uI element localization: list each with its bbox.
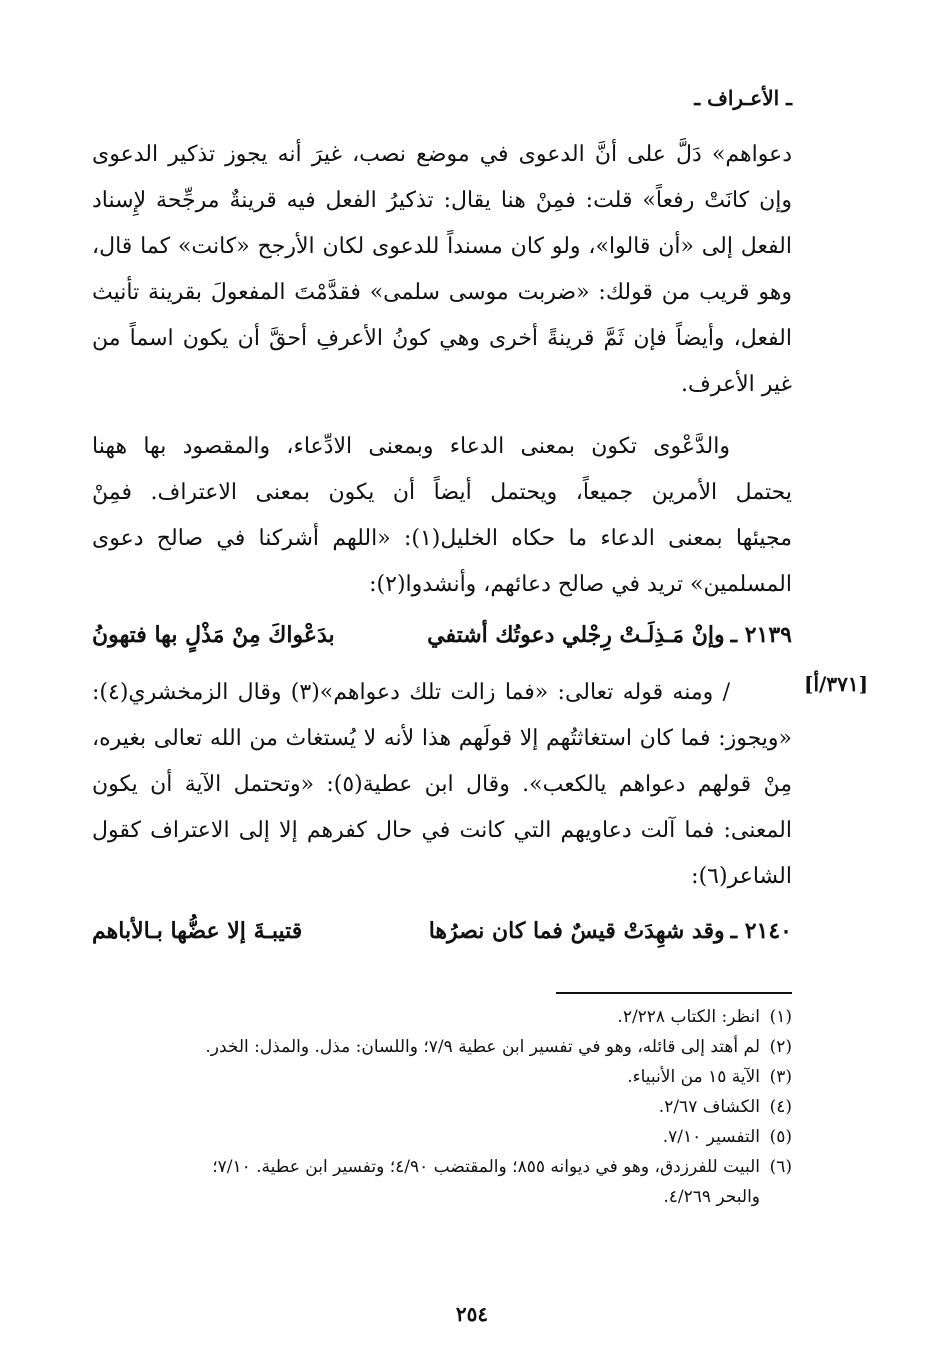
footnote-text: انظر: الكتاب ٢/٢٢٨. xyxy=(617,1007,760,1027)
text-line: والدَّعْوى تكون بمعنى الدعاء وبمعنى الادِّعاء، والمقصود بها ههنا xyxy=(92,434,730,459)
footnote-number: (٥) xyxy=(769,1127,792,1147)
text-line: غير الأعرف. xyxy=(681,372,792,397)
verse-hemistich-second: قتيبـةَ إلا عضُّها بـالأباهم xyxy=(92,918,303,944)
footnote-number: (٦) xyxy=(769,1157,792,1177)
footnote xyxy=(92,1092,792,1122)
footnote-number: (٢) xyxy=(769,1037,792,1057)
footnote-number: (٣) xyxy=(769,1067,792,1087)
footnote xyxy=(92,1122,792,1152)
paragraph-1 xyxy=(92,132,792,408)
footnote xyxy=(92,1152,792,1182)
text-line: الفعل، وأيضاً فإن ثَمَّ قرينةً أخرى وهي كونُ الأعرفِ أحقَّ أن يكون اسماً من xyxy=(92,326,792,351)
paragraph-3 xyxy=(92,670,792,900)
footnote-continuation: والبحر ٤/٢٦٩. xyxy=(663,1187,760,1207)
text-line: يحتمل الأمرين جميعاً، ويحتمل أيضاً أن يكون بمعنى الاعتراف. فمِنْ xyxy=(92,480,792,505)
footnote-text: الكشاف ٢/٦٧. xyxy=(658,1097,760,1117)
verse-hemistich-second: بدَعْواكَ مِنْ مَذْلٍ بها فتهونُ xyxy=(92,622,335,648)
footnote-text: التفسير ٧/١٠. xyxy=(662,1127,760,1147)
manuscript-folio-reference: [٣٧١/أ] xyxy=(804,672,869,696)
text-line: مجيئها بمعنى الدعاء ما حكاه الخليل(١): «اللهم أشركنا في صالح دعوى xyxy=(92,526,792,551)
text-line: مِنْ قولهم دعواهم يالكعب». وقال ابن عطية(٥): «وتحتمل الآية أن يكون xyxy=(92,772,792,797)
verse-2139 xyxy=(92,612,792,658)
paragraph-2 xyxy=(92,424,792,608)
footnote-separator xyxy=(556,992,792,994)
footnote-number: (٤) xyxy=(769,1097,792,1117)
text-line: المسلمين» تريد في صالح دعائهم، وأنشدوا(٢): xyxy=(369,572,792,597)
text-line: الشاعر(٦): xyxy=(691,864,792,889)
footnote-text: البيت للفرزدق، وهو في ديوانه ٨٥٥؛ والمقتضب ٤/٩٠؛ وتفسير ابن عطية. ٧/١٠؛ xyxy=(212,1157,760,1177)
verse-hemistich-first: وإنْ مَـذِلَـتْ رِجْلي دعوتُك أشتفي xyxy=(427,622,725,648)
verse-number: ٢١٣٩ ـ xyxy=(730,622,792,648)
footnote-number: (١) xyxy=(769,1007,792,1027)
verse-2140 xyxy=(92,908,792,954)
footnote xyxy=(92,1002,792,1032)
footnote xyxy=(92,1062,792,1092)
footnote xyxy=(92,1032,792,1062)
verse-hemistich-first: وقد شهِدَتْ قيسٌ فما كان نصرُها xyxy=(428,918,725,944)
footnote-text: الآية ١٥ من الأنبياء. xyxy=(627,1067,760,1087)
text-line: وإن كانَتْ رفعاً» قلت: فمِنْ هنا يقال: تذكيرُ الفعل فيه قرينةٌ مرجِّحة لإِسناد xyxy=(92,188,792,213)
text-line: دعواهم» دَلَّ على أنَّ الدعوى في موضع نصب، غيرَ أنه يجوز تذكير الدعوى xyxy=(92,142,792,167)
footnotes xyxy=(92,1002,792,1212)
footnote-text: لم أهتد إلى قائله، وهو في تفسير ابن عطية ٧/٩؛ واللسان: مذل. والمذل: الخدر. xyxy=(205,1037,760,1057)
running-head: ـ الأعـراف ـ xyxy=(694,86,792,110)
text-line: «ويجوز: فما كان استغاثتُهم إلا قولَهم هذا لأنه لا يُستغاث من الله تعالى بغيره، xyxy=(92,726,792,751)
page-number: ٢٥٤ xyxy=(455,1302,489,1326)
text-line: / ومنه قوله تعالى: «فما زالت تلك دعواهم»(٣) وقال الزمخشري(٤): xyxy=(92,680,730,705)
text-line: وهو قريب من قولك: «ضربت موسى سلمى» فقدَّمْتَ المفعولَ بقرينة تأنيث xyxy=(92,280,792,305)
verse-number: ٢١٤٠ ـ xyxy=(730,918,792,944)
text-line: المعنى: فما آلت دعاويهم التي كانت في حال كفرهم إلا إلى الاعتراف كقول xyxy=(92,818,792,843)
text-line: الفعل إلى «أن قالوا»، ولو كان مسنداً للدعوى لكان الأرجح «كانت» كما قال، xyxy=(92,234,792,259)
